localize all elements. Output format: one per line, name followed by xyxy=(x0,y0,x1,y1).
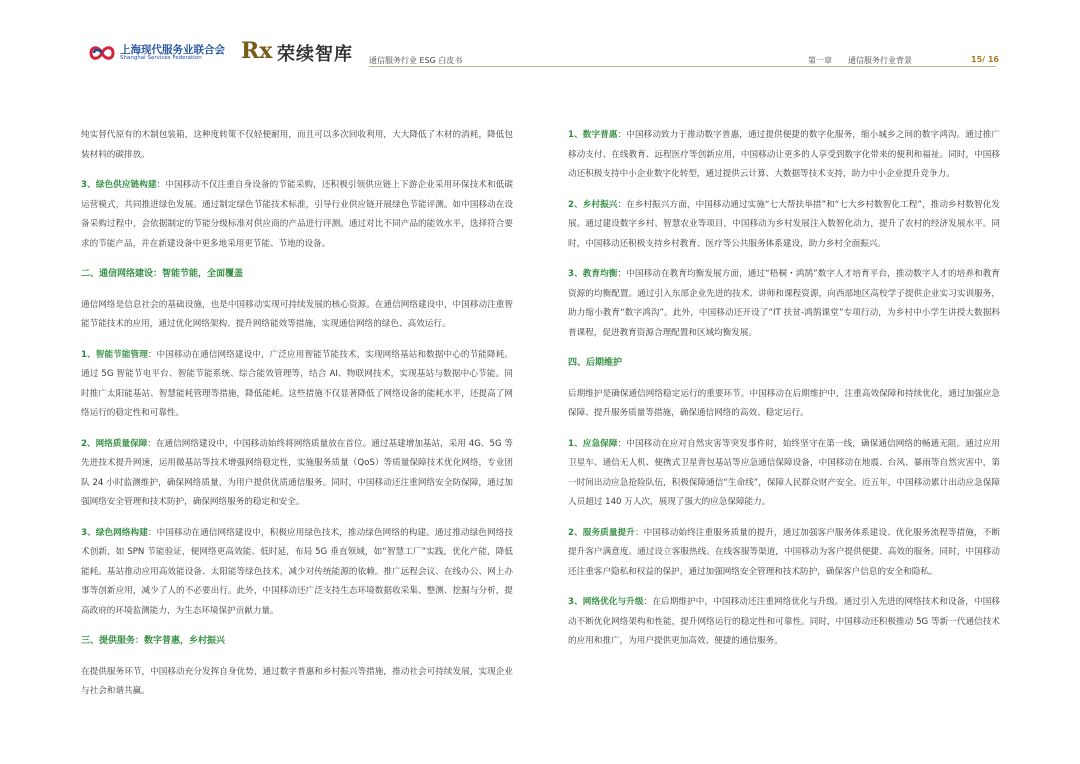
item-keyword: 智能节能管理 xyxy=(95,349,148,360)
item-keyword: 服务质量提升 xyxy=(582,527,635,538)
list-item-network-quality xyxy=(81,435,513,513)
list-item-digital-inclusion xyxy=(568,126,1000,185)
item-number: 3、 xyxy=(81,527,96,538)
item-text: ：在乡村振兴方面，中国移动通过实施“七大帮扶举措”和“七大乡村数智化工程”，推动乡村数智化发展。通过建设数字乡村、智慧农业等项目，中国移动为乡村发展注入数智化动力，提升了农村的经济发展水平。同时，中国移动还积极支持乡村教育、医疗等公共服务体系建设，助力乡村全面振兴。 xyxy=(568,199,1000,249)
header-divider xyxy=(369,66,996,67)
item-number: 2、 xyxy=(568,199,583,210)
item-keyword: 数字普惠 xyxy=(582,130,618,140)
item-number: 3、 xyxy=(568,597,583,607)
item-keyword: 乡村振兴 xyxy=(582,199,618,210)
org-name: 上海现代服务业联合会 xyxy=(120,44,225,56)
item-keyword: 绿色网络构建 xyxy=(95,527,148,538)
item-text: ：中国移动不仅注重自身设备的节能采购，还积极引领供应链上下游企业采用环保技术和低碳运营模式，共同推进绿色发展。通过制定绿色节能技术标准，引导行业供应链开展绿色节能评测。如中国移动在设备采购过程中，会依据制定的节能分级标准对供应商的产品进行评测。通过对比不同产品的能效水平，选择符合要求的节能产品，并在新建设备中更多地采用更节能、节地的设备。 xyxy=(81,180,513,249)
ssf-logo xyxy=(88,40,248,66)
paragraph-maintenance-intro: 后期维护是确保通信网络稳定运行的重要环节。中国移动在后期维护中，注重高效保障和持续优化，通过加强应急保障、提升服务质量等措施，确保通信网络的高效、稳定运行。 xyxy=(568,388,1000,418)
chapter-title: 通信服务行业背景 xyxy=(848,56,912,65)
item-keyword: 网络质量保障 xyxy=(95,438,148,449)
section-heading-service: 三、提供服务：数字普惠，乡村振兴 xyxy=(81,636,226,646)
item-number: 1、 xyxy=(81,349,96,360)
item-text: ：中国移动在应对自然灾害等突发事件时，始终坚守在第一线，确保通信网络的畅通无阻。通过应用卫星车、通信无人机、便携式卫星背包基站等应急通信保障设备，中国移动在地震、台风、暴雨等自然灾害中，第一时间出动应急抢险队伍，积极保障通信“生命线”，保障人民群众财产安全。近五年，中国移动累计出动应急保障人员超过 140 万人次，展现了强大的应急保障能力。 xyxy=(568,438,1000,507)
list-item-green-network xyxy=(81,524,513,622)
paragraph-service-intro: 在提供服务环节，中国移动充分发挥自身优势，通过数字普惠和乡村振兴等措施，推动社会可持续发展，实现企业与社会和谐共赢。 xyxy=(81,666,513,696)
item-text: ：在后期维护中，中国移动还注重网络优化与升级。通过引入先进的网络技术和设备，中国移动不断优化网络架构和性能，提升网络运行的稳定性和可靠性。同时，中国移动还积极推动 5G 等新一代通信技术的应用和推广，为用户提供更加高效、便捷的通信服务。 xyxy=(568,597,1000,646)
document-title: 通信服务行业 ESG 白皮书 xyxy=(369,56,463,65)
brand-mark: Rx xyxy=(241,38,273,64)
item-keyword: 教育均衡 xyxy=(582,269,618,279)
section-heading-network: 二、通信网络建设：智能节能，全面覆盖 xyxy=(81,269,244,279)
item-number: 1、 xyxy=(568,438,583,449)
list-item-rural-revitalization xyxy=(568,196,1000,255)
item-number: 1、 xyxy=(568,130,583,140)
list-item-education-equity xyxy=(568,265,1000,343)
list-item-service-quality xyxy=(568,524,1000,583)
paragraph-network-intro: 通信网络是信息社会的基础设施，也是中国移动实现可持续发展的核心资源。在通信网络建设中，中国移动注重智能节能技术的应用，通过优化网络架构、提升网络能效等措施，实现通信网络的绿色、高效运行。 xyxy=(81,299,513,329)
item-number: 3、 xyxy=(81,180,96,190)
item-keyword: 应急保障 xyxy=(582,438,618,449)
chapter-label: 第一章 xyxy=(808,56,832,65)
list-item-smart-energy xyxy=(81,346,513,424)
list-item-network-upgrade xyxy=(568,593,1000,652)
paragraph-continued: 纯实替代原有的木制包装箱，这种度转策不仅轻便耐用，而且可以多次回收利用，大大降低了木材的消耗，降低包装材料的碳排放。 xyxy=(81,130,513,160)
item-number: 2、 xyxy=(81,438,96,449)
item-text: ：中国移动始终注重服务质量的提升，通过加强客户服务体系建设、优化服务流程等措施，不断提升客户满意度。通过设立客服热线、在线客服等渠道，中国移动为客户提供便捷、高效的服务。同时，中国移动还注重客户隐私和权益的保护，通过加强网络安全管理和技术防护，确保客户信息的安全和隐私。 xyxy=(568,527,1000,577)
page-number: 15/ 16 xyxy=(971,55,999,64)
left-column xyxy=(81,126,513,702)
item-keyword: 绿色供应链构建 xyxy=(95,180,157,190)
org-name-en: Shanghai Services Federation xyxy=(120,55,202,61)
item-keyword: 网络优化与升级 xyxy=(582,597,644,607)
item-text: ：中国移动在教育均衡发展方面，通过“梧桐・鸿鹄”数字人才培育平台，推动数字人才的培养和教育资源的均衡配置。通过引入东部企业先进的技术、讲师和课程资源，向西部地区高校学子提供企业实习实训服务，助力缩小教育“数字鸿沟”。此外，中国移动还开设了“IT 扶贫-鸿鹄课堂”专项行动，为乡村中小学生讲授大数据科普课程，促进教育资源合理配置和区域均衡发展。 xyxy=(568,269,1000,338)
item-text: ：中国移动在通信网络建设中，广泛应用智能节能技术，实现网络基站和数据中心的节能降耗。通过 5G 智能节电平台、智能节能系统、综合能效管理等，结合 AI、物联网技术，实现基站与数据中心节能。同时推广太阳能基站、智慧能耗管理等措施，降低能耗。这些措施不仅显著降低了网络设备的能耗水平，还提高了网络运行的稳定性和可靠性。 xyxy=(81,349,513,418)
list-item-green-supply-chain xyxy=(81,176,513,254)
item-number: 3、 xyxy=(568,269,583,279)
item-text: ：在通信网络建设中，中国移动始终将网络质量放在首位。通过基建增加基站，采用 4G、5G 等先进技术提升网速，运用微基站等技术增强网络稳定性，实施服务质量（QoS）等质量保障技术优化网络，专业团队 24 小时监测维护，确保网络质量，为用户提供优质通信服务。同时，中国移动还注重网络安全防保障，通过加强网络安全管理和技术防护，确保网络服务的稳定和安全。 xyxy=(81,438,513,507)
section-heading-maintenance: 四、后期维护 xyxy=(568,358,623,368)
right-column xyxy=(568,126,1000,652)
brand-name: 荣续智库 xyxy=(277,44,353,65)
item-text: ：中国移动致力于推动数字普惠，通过提供便捷的数字化服务，缩小城乡之间的数字鸿沟。通过推广移动支付、在线教育、远程医疗等创新应用，中国移动让更多的人享受到数字化带来的便利和福祉。同时，中国移动还积极支持中小企业数字化转型，通过提供云计算、大数据等技术支持，助力中小企业提升竞争力。 xyxy=(568,130,1000,179)
ssf-logo-icon xyxy=(88,42,116,64)
list-item-emergency xyxy=(568,435,1000,513)
page-header xyxy=(0,0,1080,100)
item-text: ：中国移动在通信网络建设中，积极应用绿色技术，推动绿色网络的构建。通过推动绿色网络技术创新，如 SPN 节能验证，便网络更高效能、低时延，布局 5G 垂直领域，如“智慧工厂”实践，优化产能，降低能耗。基站推动应用高效能设备、太阳能等绿色技术，减少对传统能源的依赖。推广远程会议、在线办公、网上办事等创新应用，减少了人的不必要出行。此外，中国移动还广泛支持生态环境数据收采集、整测、挖掘与分析，提高政府的环境监测能力，为生态环境保护贡献力量。 xyxy=(81,527,513,616)
item-number: 2、 xyxy=(568,527,583,538)
